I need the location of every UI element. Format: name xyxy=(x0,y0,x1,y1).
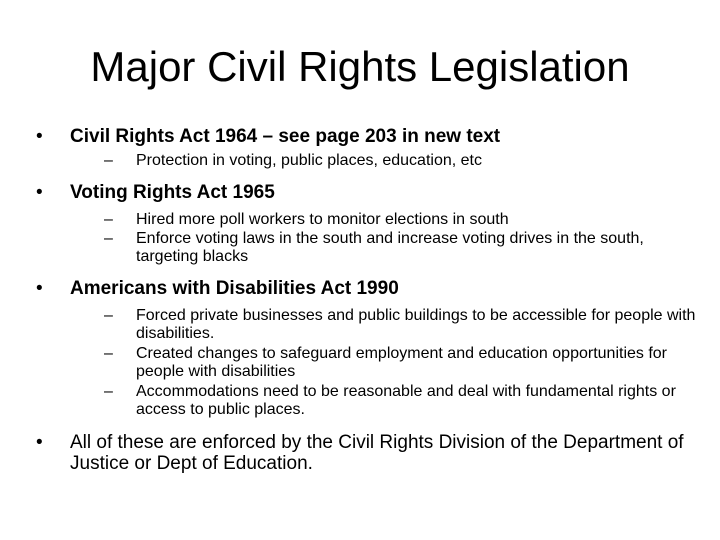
bullet-item xyxy=(36,126,696,170)
sub-bullet-item xyxy=(70,383,696,419)
bullet-item xyxy=(36,278,696,419)
bullet-marker: • xyxy=(36,182,43,203)
bullet-list xyxy=(36,126,696,474)
bullet-item xyxy=(36,182,696,266)
sub-bullet-item xyxy=(70,152,696,170)
sub-bullet-list xyxy=(70,307,696,419)
dash-marker: – xyxy=(104,383,113,400)
bullet-marker: • xyxy=(36,278,43,299)
bullet-text: All of these are enforced by the Civil Rights Division of the Department of Justice or Dept of Education. xyxy=(70,432,684,474)
sub-bullet-text: Accommodations need to be reasonable and deal with fundamental rights or access to public places. xyxy=(136,383,676,418)
bullet-marker: • xyxy=(36,126,43,147)
slide-title: Major Civil Rights Legislation xyxy=(90,43,630,90)
sub-bullet-list xyxy=(70,211,696,266)
bullet-text: Civil Rights Act 1964 – see page 203 in new text xyxy=(70,126,501,147)
sub-bullet-item xyxy=(70,211,696,229)
bullet-text: Voting Rights Act 1965 xyxy=(70,182,275,203)
bullet-marker: • xyxy=(36,432,43,453)
bullet-text: Americans with Disabilities Act 1990 xyxy=(70,278,399,299)
sub-bullet-text: Created changes to safeguard employment and education opportunities for people with disabilities xyxy=(136,345,668,380)
dash-marker: – xyxy=(104,152,113,169)
sub-bullet-item xyxy=(70,307,696,343)
dash-marker: – xyxy=(104,230,113,247)
dash-marker: – xyxy=(104,211,113,228)
sub-bullet-item xyxy=(70,230,696,266)
sub-bullet-text: Hired more poll workers to monitor elections in south xyxy=(136,211,509,228)
bullet-item xyxy=(36,432,696,474)
dash-marker: – xyxy=(104,307,113,324)
sub-bullet-text: Protection in voting, public places, education, etc xyxy=(136,152,482,169)
sub-bullet-text: Forced private businesses and public buildings to be accessible for people with disabilities. xyxy=(136,307,696,342)
sub-bullet-item xyxy=(70,345,696,381)
sub-bullet-text: Enforce voting laws in the south and increase voting drives in the south, targeting blacks xyxy=(136,230,644,265)
dash-marker: – xyxy=(104,345,113,362)
sub-bullet-list xyxy=(70,152,696,170)
